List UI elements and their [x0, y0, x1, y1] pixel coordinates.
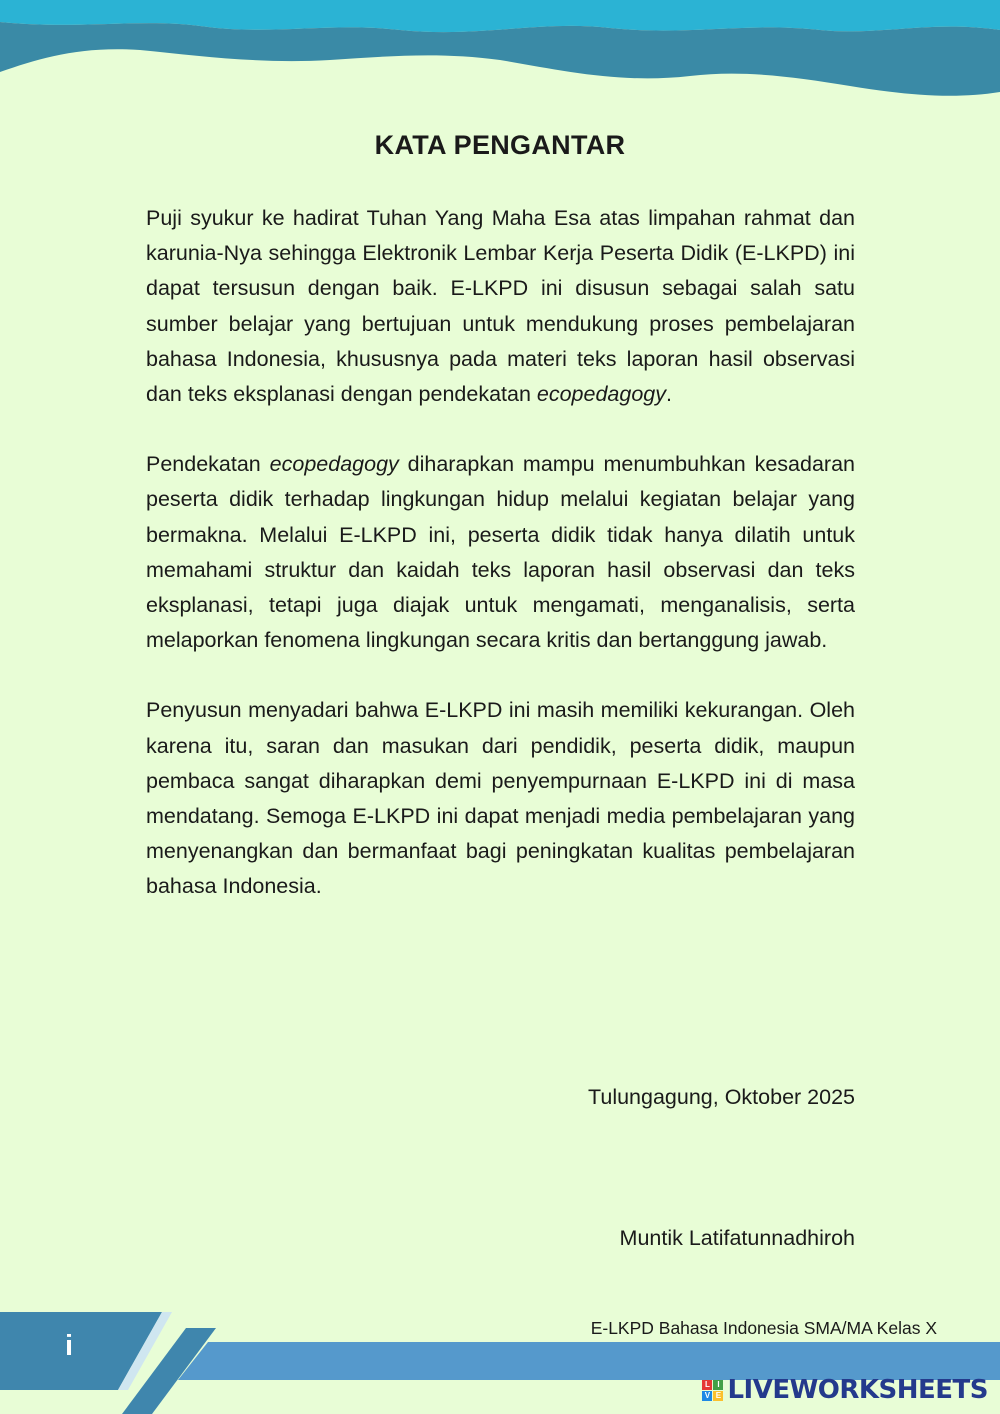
paragraph-2: Pendekatan ecopedagogy diharapkan mampu menumbuhkan kesadaran peserta didik terhadap lingkungan hidup melalui kegiatan belajar yang bermakna. Melalui E-LKPD ini, peserta didik tidak hanya dilatih untuk memahami struktur dan kaidah teks laporan hasil observasi dan teks eksplanasi, tetapi juga diajak untuk mengamati, menganalisis, serta melaporkan fenomena lingkungan secara kritis dan bertanggung jawab. — [146, 452, 855, 653]
liveworksheets-logo-text: LIVEWORKSHEETS — [727, 1375, 988, 1405]
author-name: Muntik Latifatunnadhiroh — [619, 1226, 855, 1250]
header-wave-decoration — [0, 0, 1000, 110]
wave-dark — [0, 22, 1000, 96]
paragraph-3: Penyusun menyadari bahwa E-LKPD ini masih memiliki kekurangan. Oleh karena itu, saran dan masukan dari pendidik, peserta didik, maupun pembaca sangat diharapkan demi penyempurnaan E-LKPD ini di masa mendatang. Semoga E-LKPD ini dapat menjadi media pembelajaran yang menyenangkan dan bermanfaat bagi peningkatan kualitas pembelajaran bahasa Indonesia. — [146, 698, 855, 899]
footer-page-tab — [0, 1312, 162, 1390]
liveworksheets-grid-icon: L I V E — [702, 1380, 723, 1401]
preface-body — [146, 201, 855, 940]
footer-caption: E-LKPD Bahasa Indonesia SMA/MA Kelas X — [590, 1318, 937, 1338]
liveworksheets-logo[interactable] — [702, 1374, 988, 1406]
paragraph-1: Puji syukur ke hadirat Tuhan Yang Maha Esa atas limpahan rahmat dan karunia-Nya sehingga Elektronik Lembar Kerja Peserta Didik (E-LKPD) ini dapat tersusun dengan baik. E-LKPD ini disusun sebagai salah satu sumber belajar yang bertujuan untuk mendukung proses pembelajaran bahasa Indonesia, khususnya pada materi teks laporan hasil observasi dan teks eksplanasi dengan pendekatan ecopedagogy. — [146, 206, 855, 407]
page-number: i — [64, 1330, 74, 1362]
place-date: Tulungagung, Oktober 2025 — [588, 1085, 855, 1109]
page-title: KATA PENGANTAR — [374, 130, 626, 160]
